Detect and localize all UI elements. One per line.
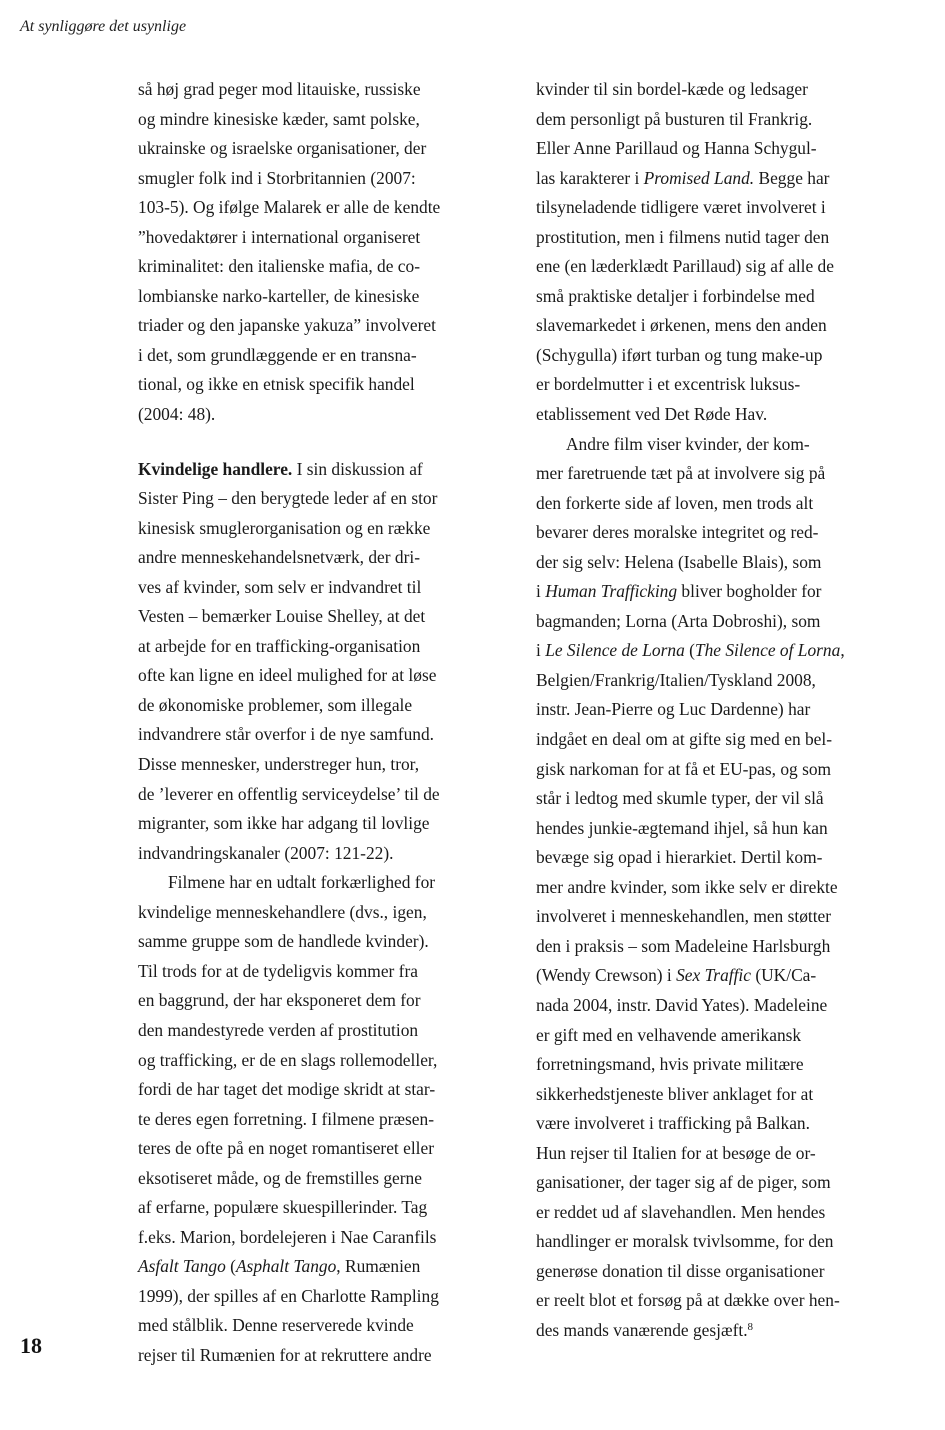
- left-column: [138, 75, 506, 1371]
- text-line: eksotiseret måde, og de fremstilles gerne: [138, 1167, 422, 1188]
- text-line: den i praksis – som Madeleine Harlsburgh: [536, 935, 831, 956]
- text-line: mer faretruende tæt på at involvere sig på: [536, 463, 826, 484]
- text-line: triader og den japanske yakuza” involveret: [138, 315, 436, 336]
- text-line: [138, 455, 506, 485]
- section-lead-in: Kvindelige handlere.: [138, 458, 293, 479]
- text-line: prostitution, men i filmens nutid tager den: [536, 226, 830, 247]
- text-line: af erfarne, populære skuespillerinder. Tag: [138, 1197, 428, 1218]
- text-line: [536, 1316, 904, 1346]
- text-line: kinesisk smuglerorganisation og en række: [138, 517, 431, 538]
- text-line: Belgien/Frankrig/Italien/Tyskland 2008,: [536, 669, 816, 690]
- text-line: Filmene har en udtalt forkærlighed for: [168, 872, 436, 893]
- text-line: dem personligt på busturen til Frankrig.: [536, 108, 813, 129]
- film-title: Promised Land.: [643, 167, 755, 188]
- text-line: står i ledtog med skumle typer, der vil slå: [536, 788, 824, 809]
- text-line: sikkerhedstjeneste bliver anklaget for at: [536, 1083, 814, 1104]
- running-head: At synliggøre det usynlige: [20, 18, 187, 35]
- text-line: [536, 636, 904, 666]
- text-line: bagmanden; Lorna (Arta Dobroshi), som: [536, 610, 821, 631]
- text-line: i det, som grundlæggende er en transna-: [138, 344, 417, 365]
- film-title: Le Silence de Lorna: [545, 640, 685, 661]
- text-run: i: [536, 581, 546, 602]
- text-line: f.eks. Marion, bordelejeren i Nae Caranfils: [138, 1226, 437, 1247]
- text-line: der sig selv: Helena (Isabelle Blais), som: [536, 551, 822, 572]
- text-line: fordi de har taget det modige skridt at star-: [138, 1079, 436, 1100]
- text-line: slavemarkedet i ørkenen, mens den anden: [536, 315, 827, 336]
- text-line: smugler folk ind i Storbritannien (2007:: [138, 167, 416, 188]
- right-column: [536, 75, 904, 1346]
- text-line: med stålblik. Denne reserverede kvinde: [138, 1315, 414, 1336]
- text-line: indvandringskanaler (2007: 121-22).: [138, 842, 394, 863]
- text-line: tilsyneladende tidligere været involveret i: [536, 197, 826, 218]
- text-line: Vesten – bemærker Louise Shelley, at det: [138, 606, 426, 627]
- text-line: forretningsmand, hvis private militære: [536, 1054, 804, 1075]
- text-line: [138, 1252, 506, 1282]
- text-line: Sister Ping – den berygtede leder af en stor: [138, 488, 438, 509]
- footnote-ref[interactable]: 8: [747, 1320, 754, 1333]
- text-line: ene (en læderklædt Parillaud) sig af alle de: [536, 256, 834, 277]
- text-line: så høj grad peger mod litauiske, russiske: [138, 79, 421, 99]
- text-line: involveret i menneskehandlen, men støtter: [536, 906, 832, 927]
- text-line: hendes junkie-ægtemand ihjel, så hun kan: [536, 817, 828, 838]
- text-line: (2004: 48).: [138, 404, 216, 425]
- text-run: I sin diskussion af: [292, 458, 423, 479]
- paragraph: [536, 430, 904, 1346]
- text-line: Disse mennesker, understreger hun, tror,: [138, 754, 420, 775]
- text-line: bevæge sig opad i hierarkiet. Dertil kom-: [536, 847, 823, 868]
- film-title: Sex Traffic: [676, 965, 751, 986]
- film-title: Human Trafficking: [545, 581, 678, 602]
- text-line: Eller Anne Parillaud og Hanna Schygul-: [536, 138, 817, 159]
- text-line: bevarer deres moralske integritet og red-: [536, 522, 819, 543]
- text-run: las karakterer i: [536, 167, 644, 188]
- text-line: de økonomiske problemer, som illegale: [138, 694, 413, 715]
- text-line: andre menneskehandelsnetværk, der dri-: [138, 547, 421, 568]
- text-line: og trafficking, er de en slags rollemodeller,: [138, 1049, 438, 1070]
- text-run: Begge har: [754, 167, 830, 188]
- text-run: , Rumænien: [336, 1256, 421, 1277]
- text-line: er bordelmutter i et excentrisk luksus-: [536, 374, 801, 395]
- film-title: Asphalt Tango: [235, 1256, 337, 1277]
- text-line: ukrainske og israelske organisationer, der: [138, 138, 427, 159]
- text-line: kvindelige menneskehandlere (dvs., igen,: [138, 901, 427, 922]
- text-line: 1999), der spilles af en Charlotte Rampling: [138, 1285, 439, 1306]
- text-run: (UK/Ca-: [750, 965, 817, 986]
- text-line: være involveret i trafficking på Balkan.: [536, 1113, 810, 1134]
- text-line: og mindre kinesiske kæder, samt polske,: [138, 108, 420, 129]
- text-line: ves af kvinder, som selv er indvandret til: [138, 576, 422, 597]
- text-line: at arbejde for en trafficking-organisation: [138, 635, 421, 656]
- text-line: Hun rejser til Italien for at besøge de or-: [536, 1142, 816, 1163]
- film-title: Asfalt Tango: [138, 1256, 226, 1277]
- text-line: generøse donation til disse organisationer: [536, 1260, 825, 1281]
- text-line: ganisationer, der tager sig af de piger, som: [536, 1172, 831, 1193]
- text-line: [536, 164, 904, 194]
- text-line: instr. Jean-Pierre og Luc Dardenne) har: [536, 699, 811, 720]
- text-line: teres de ofte på en noget romantiseret eller: [138, 1138, 434, 1159]
- text-run: des mands vanærende gesjæft.: [536, 1319, 748, 1340]
- text-line: 103-5). Og ifølge Malarek er alle de kendte: [138, 197, 441, 218]
- text-line: etablissement ved Det Røde Hav.: [536, 404, 768, 425]
- text-line: te deres egen forretning. I filmene præsen-: [138, 1108, 435, 1129]
- text-run: (Wendy Crewson) i: [536, 965, 677, 986]
- text-run: (: [225, 1256, 236, 1277]
- text-run: bliver bogholder for: [677, 581, 822, 602]
- text-line: små praktiske detaljer i forbindelse med: [536, 285, 815, 306]
- text-line: nada 2004, instr. David Yates). Madeleine: [536, 994, 828, 1015]
- text-line: ”hovedaktører i international organiseret: [138, 226, 421, 247]
- text-line: gisk narkoman for at få et EU-pas, og som: [536, 758, 832, 779]
- text-line: Til trods for at de tydeligvis kommer fra: [138, 960, 418, 981]
- text-line: tional, og ikke en etnisk specifik handel: [138, 374, 415, 395]
- text-line: [536, 961, 904, 991]
- text-line: de ’leverer en offentlig serviceydelse’ til de: [138, 783, 440, 804]
- text-line: er reelt blot et forsøg på at dække over hen-: [536, 1290, 840, 1311]
- text-line: mer andre kvinder, som ikke selv er direkte: [536, 876, 838, 897]
- text-line: (Schygulla) iført turban og tung make-up: [536, 344, 823, 365]
- text-line: Andre film viser kvinder, der kom-: [566, 433, 810, 454]
- text-line: kriminalitet: den italienske mafia, de co-: [138, 256, 421, 277]
- text-run: i: [536, 640, 546, 661]
- text-line: samme gruppe som de handlede kvinder).: [138, 931, 429, 952]
- text-line: en baggrund, der har eksponeret dem for: [138, 990, 421, 1011]
- text-run: ,: [840, 640, 845, 661]
- text-line: ofte kan ligne en ideel mulighed for at løse: [138, 665, 437, 686]
- text-line: den mandestyrede verden af prostitution: [138, 1019, 419, 1040]
- text-line: er gift med en velhavende amerikansk: [536, 1024, 802, 1045]
- film-title: The Silence of Lorna: [694, 640, 841, 661]
- paragraph: [138, 455, 506, 869]
- text-run: (: [684, 640, 695, 661]
- text-line: migranter, som ikke har adgang til lovlige: [138, 813, 430, 834]
- text-line: [536, 577, 904, 607]
- text-line: rejser til Rumænien for at rekruttere andre: [138, 1344, 432, 1365]
- text-line: er reddet ud af slavehandlen. Men hendes: [536, 1201, 826, 1222]
- paragraph: [138, 75, 506, 430]
- text-line: indgået en deal om at gifte sig med en bel-: [536, 729, 833, 750]
- paragraph: [138, 868, 506, 1370]
- page-number: 18: [20, 1333, 42, 1358]
- paragraph: [536, 75, 904, 430]
- text-line: handlinger er moralsk tvivlsomme, for den: [536, 1231, 834, 1252]
- text-line: indvandrere står overfor i de nye samfund.: [138, 724, 435, 745]
- text-line: lombianske narko-karteller, de kinesiske: [138, 285, 420, 306]
- text-line: kvinder til sin bordel-kæde og ledsager: [536, 79, 808, 99]
- text-line: den forkerte side af loven, men trods alt: [536, 492, 814, 513]
